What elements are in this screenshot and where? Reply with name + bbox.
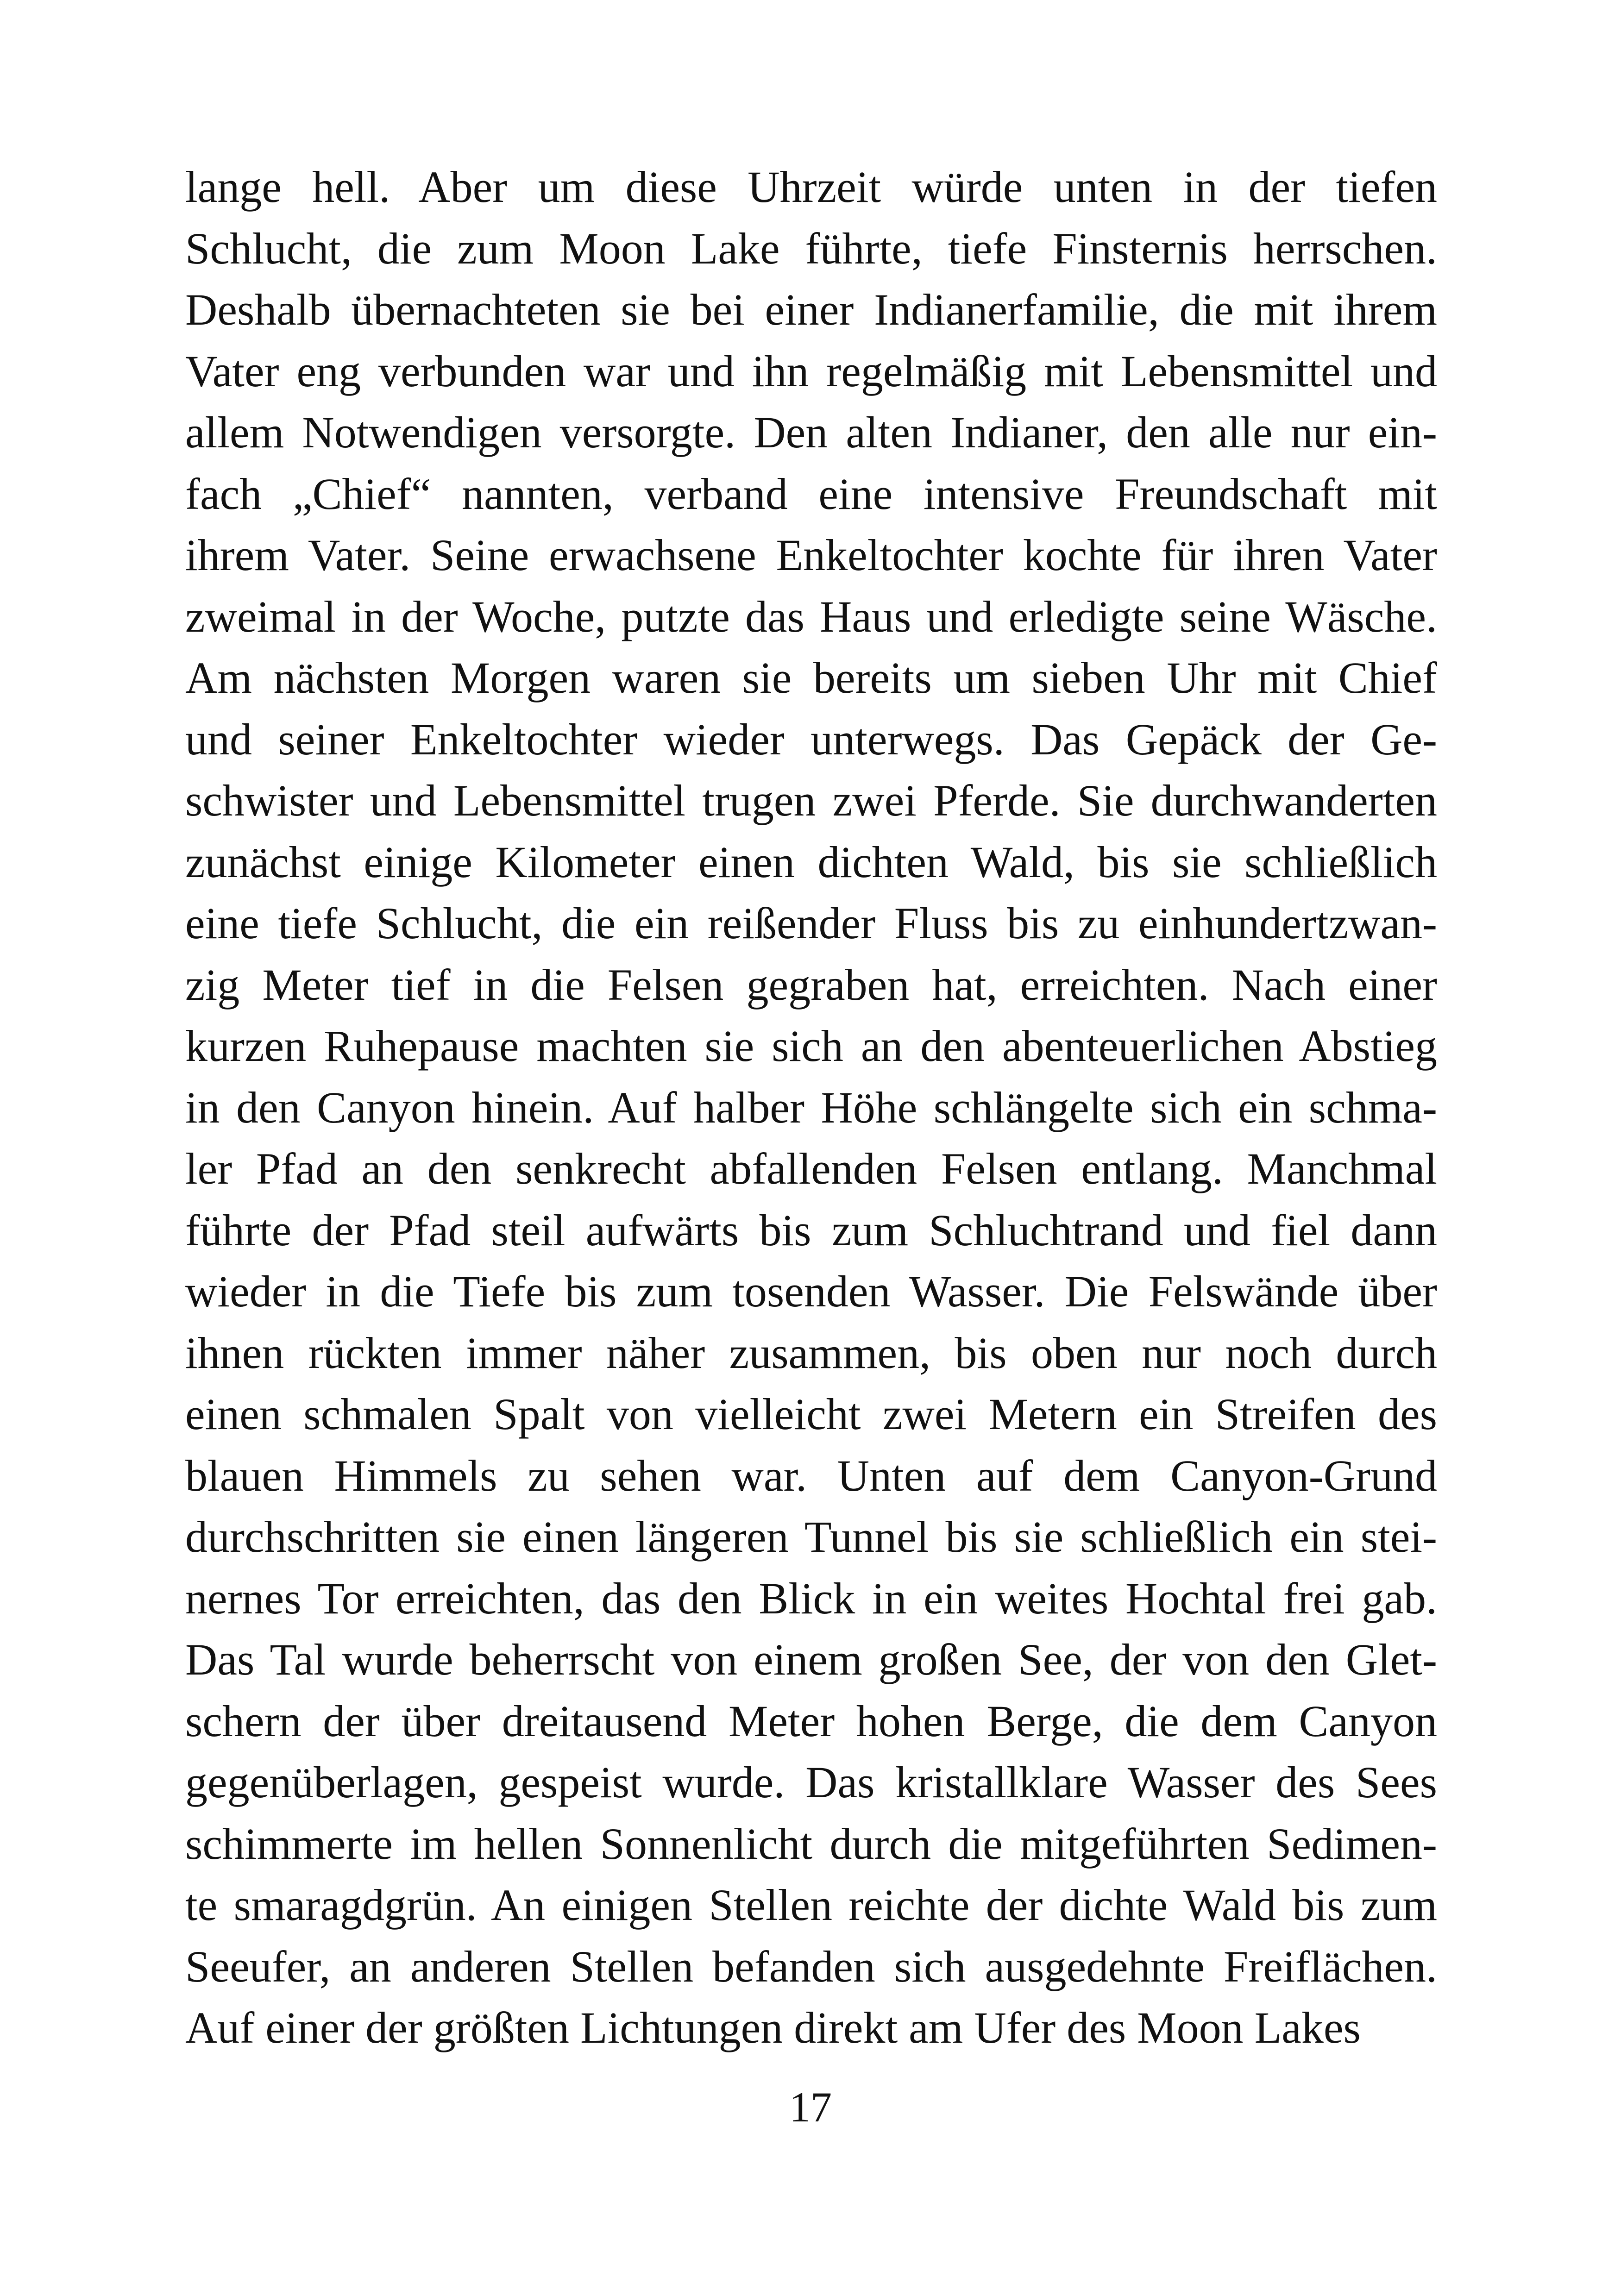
text-line: zig Meter tief in die Felsen gegraben hat, erreichten. Nach einer <box>185 960 1437 1010</box>
text-line: führte der Pfad steil aufwärts bis zum Schluchtrand und fiel dann <box>185 1205 1437 1255</box>
text-line: zunächst einige Kilometer einen dichten Wald, bis sie schließlich <box>185 837 1437 887</box>
text-line: schern der über dreitausend Meter hohen Berge, die dem Canyon <box>185 1696 1437 1746</box>
text-line: Schlucht, die zum Moon Lake führte, tiefe Finsternis herrschen. <box>185 223 1437 273</box>
text-line: Deshalb übernachteten sie bei einer Indianerfamilie, die mit ihrem <box>185 285 1437 334</box>
text-line: Das Tal wurde beherrscht von einem großen See, der von den Glet- <box>185 1635 1437 1684</box>
text-line: kurzen Ruhepause machten sie sich an den abenteuerlichen Abstieg <box>185 1021 1437 1071</box>
text-line: Vater eng verbunden war und ihn regelmäßig mit Lebensmittel und <box>185 346 1437 396</box>
body-text <box>185 157 1437 2059</box>
text-line: durchschritten sie einen längeren Tunnel bis sie schließlich ein stei- <box>185 1512 1437 1562</box>
text-line: und seiner Enkeltochter wieder unterwegs. Das Gepäck der Ge- <box>185 714 1437 764</box>
text-line: te smaragdgrün. An einigen Stellen reichte der dichte Wald bis zum <box>185 1880 1437 1930</box>
text-line: ihrem Vater. Seine erwachsene Enkeltochter kochte für ihren Vater <box>185 530 1437 580</box>
text-line: in den Canyon hinein. Auf halber Höhe schlängelte sich ein schma- <box>185 1082 1437 1132</box>
text-line: einen schmalen Spalt von vielleicht zwei Metern ein Streifen des <box>185 1389 1437 1439</box>
text-line: ihnen rückten immer näher zusammen, bis oben nur noch durch <box>185 1328 1437 1378</box>
text-line: nernes Tor erreichten, das den Blick in ein weites Hochtal frei gab. <box>185 1573 1437 1623</box>
text-line: fach „Chief“ nannten, verband eine intensive Freundschaft mit <box>185 469 1437 519</box>
text-line: schwister und Lebensmittel trugen zwei Pferde. Sie durchwanderten <box>185 776 1437 825</box>
text-line: wieder in die Tiefe bis zum tosenden Wasser. Die Felswände über <box>185 1267 1437 1316</box>
text-line: eine tiefe Schlucht, die ein reißender Fluss bis zu einhundertzwan- <box>185 898 1437 948</box>
text-line: ler Pfad an den senkrecht abfallenden Felsen entlang. Manchmal <box>185 1144 1437 1193</box>
text-line: gegenüberlagen, gespeist wurde. Das kristallklare Wasser des Sees <box>185 1757 1437 1807</box>
text-line: lange hell. Aber um diese Uhrzeit würde unten in der tiefen <box>185 162 1437 212</box>
page-number: 17 <box>789 2083 832 2131</box>
text-line: Auf einer der größten Lichtungen direkt am Ufer des Moon Lakes <box>185 2003 1361 2052</box>
text-line: schimmerte im hellen Sonnenlicht durch die mitgeführten Sedimen- <box>185 1819 1437 1869</box>
text-line: allem Notwendigen versorgte. Den alten Indianer, den alle nur ein- <box>185 408 1437 457</box>
text-line: zweimal in der Woche, putzte das Haus und erledigte seine Wäsche. <box>185 591 1437 641</box>
text-line: Seeufer, an anderen Stellen befanden sich ausgedehnte Freiflächen. <box>185 1941 1437 1991</box>
text-line: blauen Himmels zu sehen war. Unten auf dem Canyon-Grund <box>185 1450 1437 1500</box>
text-line: Am nächsten Morgen waren sie bereits um sieben Uhr mit Chief <box>185 653 1437 703</box>
